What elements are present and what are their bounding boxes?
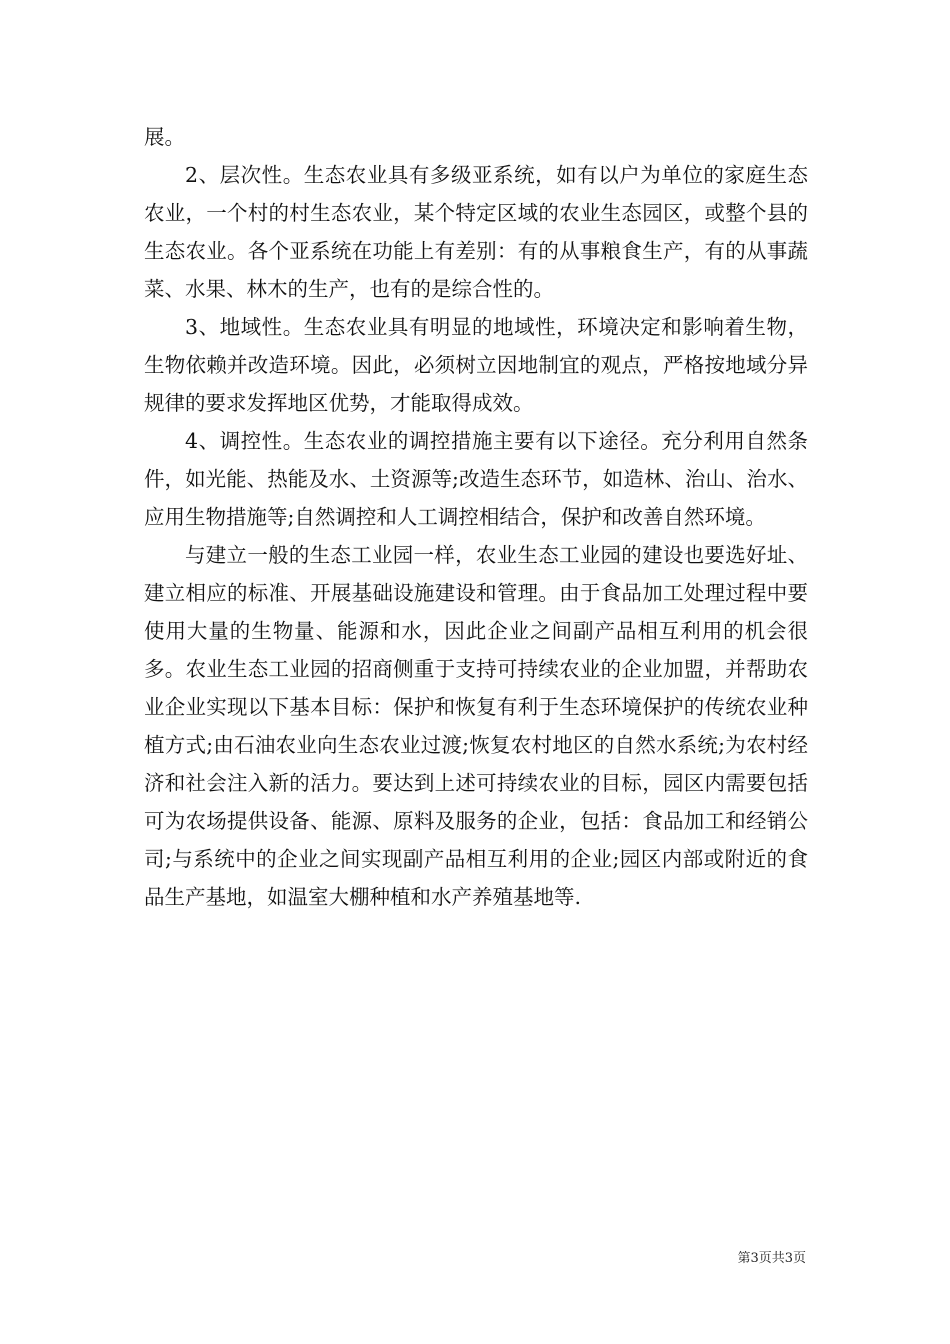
paragraph-continuation: 展。 bbox=[144, 125, 185, 149]
paragraph-regionality: 3、地域性。生态农业具有明显的地域性，环境决定和影响着生物，生物依赖并改造环境。因此，必须树立因地制宜的观点，严格按地域分异规律的要求发挥地区优势，才能取得成效。 bbox=[144, 315, 808, 415]
paragraph-controllability: 4、调控性。生态农业的调控措施主要有以下途径。充分利用自然条件，如光能、热能及水、土资源等;改造生态环节，如造林、治山、治水、应用生物措施等;自然调控和人工调控相结合，保护和改善自然环境。 bbox=[144, 429, 808, 529]
paragraph-eco-industrial-park: 与建立一般的生态工业园一样，农业生态工业园的建设也要选好址、建立相应的标准、开展基础设施建设和管理。由于食品加工处理过程中要使用大量的生物量、能源和水，因此企业之间副产品相互利用的机会很多。农业生态工业园的招商侧重于支持可持续农业的企业加盟，并帮助农业企业实现以下基本目标：保护和恢复有利于生态环境保护的传统农业种植方式;由石油农业向生态农业过渡;恢复农村地区的自然水系统;为农村经济和社会注入新的活力。要达到上述可持续农业的目标，园区内需要包括可为农场提供设备、能源、原料及服务的企业，包括：食品加工和经销公司;与系统中的企业之间实现副产品相互利用的企业;园区内部或附近的食品生产基地，如温室大棚种植和水产养殖基地等. bbox=[144, 543, 808, 909]
page-number-footer: 第3页共3页 bbox=[737, 1251, 806, 1266]
paragraph-hierarchy: 2、层次性。生态农业具有多级亚系统，如有以户为单位的家庭生态农业，一个村的村生态农业，某个特定区域的农业生态园区，或整个县的生态农业。各个亚系统在功能上有差别：有的从事粮食生产，有的从事蔬菜、水果、林木的生产，也有的是综合性的。 bbox=[144, 163, 808, 301]
document-body bbox=[144, 118, 808, 916]
